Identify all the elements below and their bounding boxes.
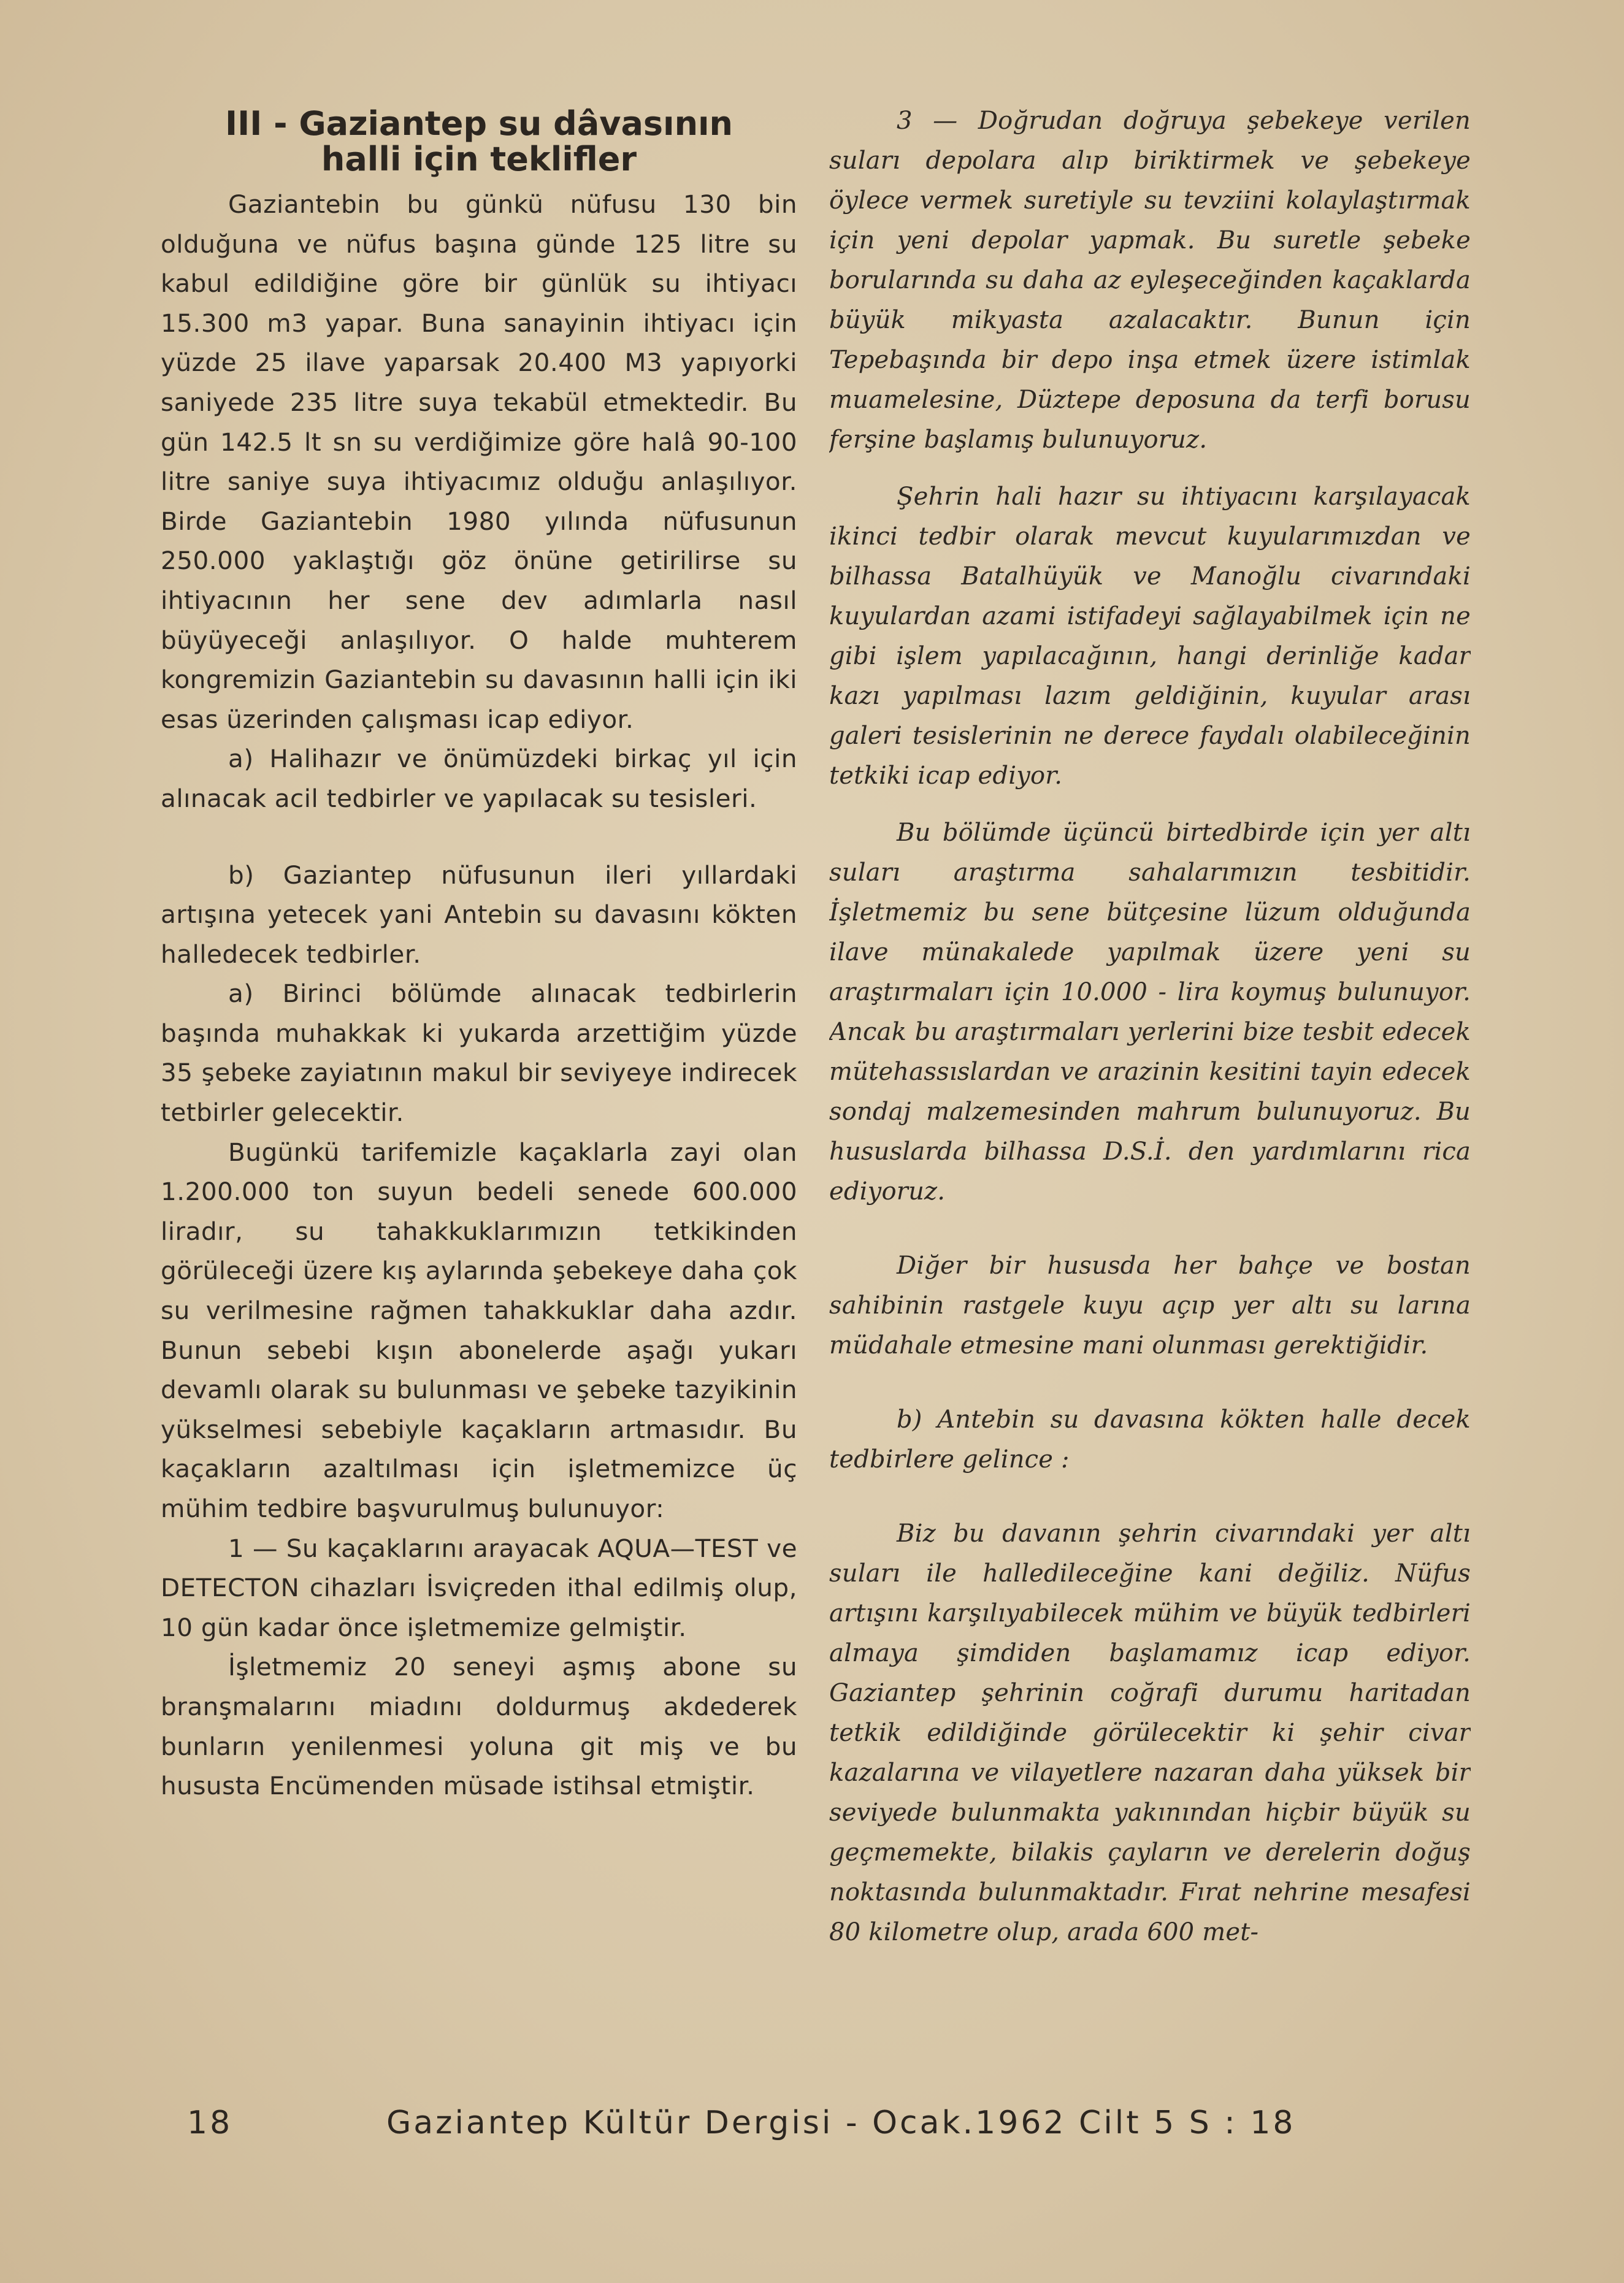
heading-line-1: III - Gaziantep su dâvasının (225, 104, 733, 143)
paragraph: Bugünkü tarifemizle kaçaklarla zayi olan 1.200.000 ton suyun bedeli senede 600.000 liradır, su tahakkuklarımızın tetkikinden görüleceği üzere kış aylarında şebekeye daha çok su verilmesine rağmen tahakkuklar daha azdır. Bunun sebebi kışın abonelerde aşağı yukarı devamlı olarak su bulunması ve şebeke tazyikinin yükselmesi sebebiyle kaçakların artmasıdır. Bu kaçakların azaltılması için işletmemizce üç mühim tedbire başvurulmuş bulunuyor: (161, 1137, 797, 1523)
left-column (161, 101, 797, 2088)
paragraph: Şehrin hali hazır su ihtiyacını karşılayacak ikinci tedbir olarak mevcut kuyularımızdan ve bilhassa Batalhüyük ve Manoğlu civarındaki kuyulardan azami istifadeyi sağlayabilmek için ne gibi işlem yapılacağının, hangi derinliğe kadar kazı yapılması lazım geldiğinin, kuyular arası galeri tesislerinin ne derece faydalı olabileceğinin tetkiki icap ediyor. (829, 483, 1471, 790)
paragraph: 3 — Doğrudan doğruya şebekeye verilen suları depolara alıp biriktirmek ve şebekeye öylece vermek suretiyle su tevziini kolaylaştırmak için yeni depolar yapmak. Bu suretle şebeke borularında su daha az eyleşeceğinden kaçaklarda büyük mikyasta azalacaktır. Bunun için Tepebaşında bir depo inşa etmek üzere istimlak muamelesine, Düztepe deposuna da terfi borusu ferşine başlamış bulunuyoruz. (829, 107, 1471, 454)
page-number: 18 (187, 2105, 233, 2141)
heading-line-2: halli için teklifler (321, 140, 637, 178)
paragraph: Gaziantebin bu günkü nüfusu 130 bin olduğuna ve nüfus başına günde 125 litre su kabul edildiğine göre bir günlük su ihtiyacı 15.300 m3 yapar. Buna sanayinin ihtiyacı için yüzde 25 ilave yaparsak 20.400 M3 yapıyorki saniyede 235 litre suya tekabül etmektedir. Bu gün 142.5 lt sn su verdiğimize göre halâ 90-100 litre saniye suya ihtiyacımız olduğu anlaşılıyor. Birde Gaziantebin 1980 yılında nüfusunun 250.000 yaklaştığı göz önüne getirilirse su ihtiyacının her sene dev adımlarla nasıl büyüyeceği anlaşılıyor. O halde muhterem kongremizin Gaziantebin su davasının halli için iki esas üzerinden çalışması icap ediyor. (161, 189, 797, 734)
paragraph: a) Birinci bölümde alınacak tedbirlerin başında muhakkak ki yukarda arzettiğim yüzde 35 şebeke zayiatının makul bir seviyeye indirecek tetbirler gelecektir. (161, 979, 797, 1128)
right-column (829, 101, 1471, 2088)
paragraph: a) Halihazır ve önümüzdeki birkaç yıl için alınacak acil tedbirler ve yapılacak su tesisleri. (161, 744, 797, 813)
paragraph: Diğer bir hususda her bahçe ve bostan sahibinin rastgele kuyu açıp yer altı su larına müdahale etmesine mani olunması gerektiğidir. (829, 1252, 1471, 1359)
paragraph: Bu bölümde üçüncü birtedbirde için yer altı suları araştırma sahalarımızın tesbitidir. İşletmemiz bu sene bütçesine lüzum olduğunda ilave münakalede yapılmak üzere yeni su araştırmaları için 10.000 - lira koymuş bulunuyor. Ancak bu araştırmaları yerlerini bize tesbit edecek mütehassıslardan ve arazinin kesitini tayin edecek sondaj malzemesinden mahrum bulunuyoruz. Bu hususlarda bilhassa D.S.İ. den yardımlarını rica ediyoruz. (829, 819, 1471, 1206)
paragraph: 1 — Su kaçaklarını arayacak AQUA—TEST ve DETECTON cihazları İsviçreden ithal edilmiş olup, 10 gün kadar önce işletmemize gelmiştir. (161, 1533, 797, 1642)
footer-journal-info: Gaziantep Kültür Dergisi - Ocak.1962 Cilt 5 S : 18 (386, 2105, 1296, 2141)
section-heading (161, 106, 797, 177)
paragraph: b) Gaziantep nüfusunun ileri yıllardaki artışına yetecek yani Antebin su davasını kökten halledecek tedbirler. (161, 860, 797, 969)
paragraph: b) Antebin su davasına kökten halle decek tedbirlere gelince : (829, 1405, 1471, 1474)
paragraph: İşletmemiz 20 seneyi aşmış abone su branşmalarını miadını doldurmuş akdederek bunların yenilenmesi yoluna git miş ve bu hususta Encümenden müsade istihsal etmiştir. (161, 1652, 797, 1801)
paragraph: Biz bu davanın şehrin civarındaki yer altı suları ile halledileceğine kani değiliz. Nüfus artışını karşılıyabilecek mühim ve büyük tedbirleri almaya şimdiden başlamamız icap ediyor. Gaziantep şehrinin coğrafi durumu haritadan tetkik edildiğinde görülecektir ki şehir civar kazalarına ve vilayetlere nazaran daha yüksek bir seviyede bulunmakta yakınından hiçbir büyük su geçmemekte, bilakis çayların ve derelerin doğuş noktasında bulunmaktadır. Fırat nehrine mesafesi 80 kilometre olup, arada 600 met- (829, 1520, 1471, 1946)
